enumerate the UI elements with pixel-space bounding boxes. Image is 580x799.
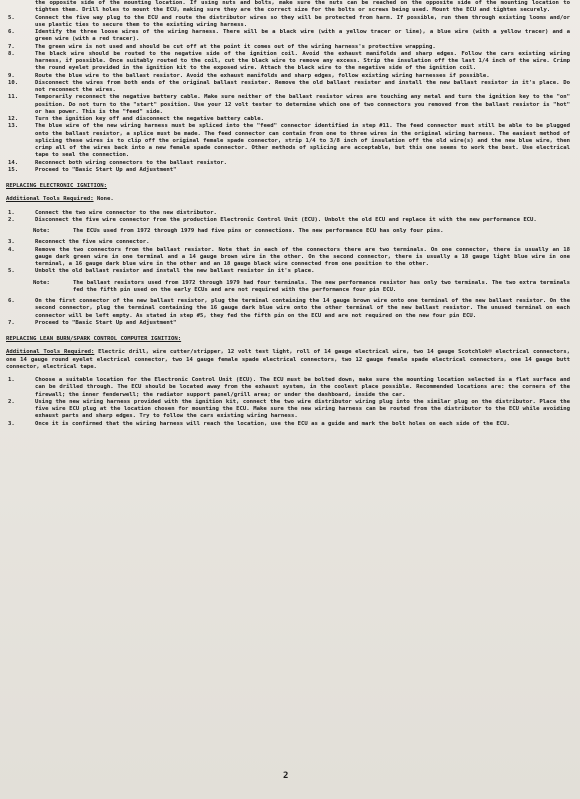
section-heading-electronic: REPLACING ELECTRONIC IGNITION: <box>6 183 108 189</box>
list-item: 4. Remove the two connectors from the ballast resistor. Note that in each of the connectors there are two terminals. On one connector, there is usually an 18 gauge dark green wire in one terminal and a 14 gauge brown wire in the other. On the second connector, there is usually a 18 gauge light blue wire in one terminal, a 16 gauge dark blue wire in the other and an 18 gauge black wire connected from one position to the other. <box>8 246 570 267</box>
list-item: 7. The green wire is not used and should be cut off at the point it comes out of the wiring harness's protective wrapping. <box>8 43 436 50</box>
note-ecu-pins: Note: The ECUs used from 1972 through 1979 had five pins or connections. The new performance ECU has only four pins. <box>33 228 444 234</box>
list-item: 8. The black wire should be routed to the negative side of the ignition coil. Avoid the exhaust manifolds and sharp edges. Follow the cars existing wiring harness, if possible. Once suitably routed to the coil, cut the black wire to remove any excess. Strip the insulation off the last 1/4 inch of the wire. Crimp the round eyelet provided in the ignition kit to the exposed wire. Attach the black wire to the negative side of the ignition coil. <box>8 50 570 72</box>
electronic-steps-list <box>6 210 570 225</box>
electronic-steps-list-c <box>6 298 570 327</box>
page-number: 2 <box>283 771 289 781</box>
intro-paragraph <box>6 0 570 15</box>
list-item: 9. Route the blue wire to the ballast resistor. Avoid the exhaust manifolds and sharp edges, follow existing wiring harnesses if possible. <box>8 72 490 79</box>
list-item: 6. On the first connector of the new ballast resistor, plug the terminal containing the 14 gauge brown wire onto one terminal of the new ballast resistor. On the second connector, plug the terminal containing the 16 gauge dark blue wire onto the other terminal of the new ballast resistor. The unused terminal on each connector will be left empty. As stated in step #5, they fed the fifth pin on the ECU and are not required on the new four pin ECU. <box>8 298 570 319</box>
tools-required-electronic: Additional Tools Required: None. <box>6 196 114 203</box>
section-heading-lean-burn: REPLACING LEAN BURN/SPARK CONTROL COMPUTER IGNITION: <box>6 336 182 342</box>
list-item: 5. Unbolt the old ballast resistor and install the new ballast resistor in it's place. <box>8 268 315 275</box>
tools-required-lean-burn: Additional Tools Required: Electric drill, wire cutter/stripper, 12 volt test light, roll of 14 gauge electrical wire, two 14 gauge Scotchlok® electrical connectors, one 14 gauge round eyelet electrical connector, two 14 gauge female spade electrical connectors, two 12 gauge female spade electrical connectors, one 14 gauge butt connector, electrical tape. <box>6 349 570 370</box>
list-item: 14. Reconnect both wiring connectors to the ballast resistor. <box>8 159 227 166</box>
electronic-steps-list-b <box>6 239 570 275</box>
list-item: 7. Proceed to "Basic Start Up and Adjustment" <box>8 319 177 326</box>
list-item: 3. Reconnect the five wire connector. <box>8 239 150 246</box>
list-item: 12. Turn the ignition key off and disconnect the negative battery cable. <box>8 116 265 122</box>
list-item: 3. Once it is confirmed that the wiring harness will reach the location, use the ECU as a guide and mark the bolt holes on each side of the ECU. <box>8 420 510 427</box>
lean-burn-steps-list <box>6 377 570 428</box>
list-item: 6. Identify the three loose wires of the wiring harness. There will be a black wire (with a yellow tracer or line), a blue wire (with a yellow tracer) and a green wire (with a red tracer). <box>8 29 570 43</box>
list-item: 10. Disconnect the wires from both ends of the original ballast resister. Remove the old ballast resister and install the new ballast resistor in it's place. Do not reconnect the wires. <box>8 79 570 93</box>
list-item: 2. Using the new wiring harness provided with the ignition kit, connect the two wire distributor wiring plug into the similar plug on the distributor. Place the five wire ECU plug at the location chosen for mounting the ECU. Make sure the new wiring harness can be routed from the distributor to the ECU while avoiding exhaust parts and sharp edges. Try to follow the cars existing wiring harness. <box>8 398 570 420</box>
top-steps-list <box>6 15 570 175</box>
list-item: 15. Proceed to "Basic Start Up and Adjustment" <box>8 166 177 173</box>
list-item: 1. Choose a suitable location for the Electronic Control Unit (ECU). The ECU must be bolted down, make sure the mounting location selected is a flat surface and can be drilled through. The ECU should be located away from the exhaust system, in the coolest place possible. Recommended locations are: the corners of the firewall; the inner fenderwell; the radiator support panel/grill area; or under the dashboard, inside the car. <box>8 377 570 398</box>
list-item: 2. Disconnect the five wire connector from the production Electronic Control Unit (ECU). Unbolt the old ECU and replace it with the new performance ECU. <box>8 216 537 223</box>
note-ballast-resistors: Note: The ballast resistors used from 1972 through 1979 had four terminals. The new performance resistor has only two terminals. The two extra terminals fed the fifth pin used on the early ECUs and are not required with the performance four pin ECU. <box>33 279 570 293</box>
list-item: 11. Temporarily reconnect the negative battery cable. Make sure neither of the ballast resistor wires are touching any metal and turn the ignition key to the "on" position. Do not turn to the "start" position. Use your 12 volt tester to determine which one of two connectors you removed from the ballast resistor is "hot" or has power. This is the "feed" side. <box>8 94 570 115</box>
list-item: 13. The blue wire of the new wiring harness must be spliced into the "feed" connector identified in step #11. The feed connector must still be able to be plugged onto the ballast resistor, a splice must be made. The feed connector can contain from one to three wires in the original wiring harness. The easiest method of splicing these wires is to clip off the original female spade connector, strip 1/4 to 3/8 inch of insulation off the old wire(s) and the new blue wire, then crimp all of the wires back into a new female spade connector. Other methods of splicing are acceptable, but this one seems to work the best. Use electrical tape to seal the connection. <box>8 123 570 159</box>
list-item: 5. Connect the five way plug to the ECU and route the distributor wires so they will be protected from harm. If possible, run them through existing looms and/or use plastic ties to secure them to the existing wiring harness. <box>8 14 570 28</box>
intro-text: the opposite side of the mounting location. If using nuts and bolts, make sure the nuts can be reached on the opposite side of the mounting location to tighten them. Drill holes to mount the ECU, making sure they are the correct size for the bolts or screws being used. Mount the ECU and tighten securely. <box>35 0 570 14</box>
list-item: 1. Connect the two wire connector to the new distributor. <box>8 209 217 216</box>
